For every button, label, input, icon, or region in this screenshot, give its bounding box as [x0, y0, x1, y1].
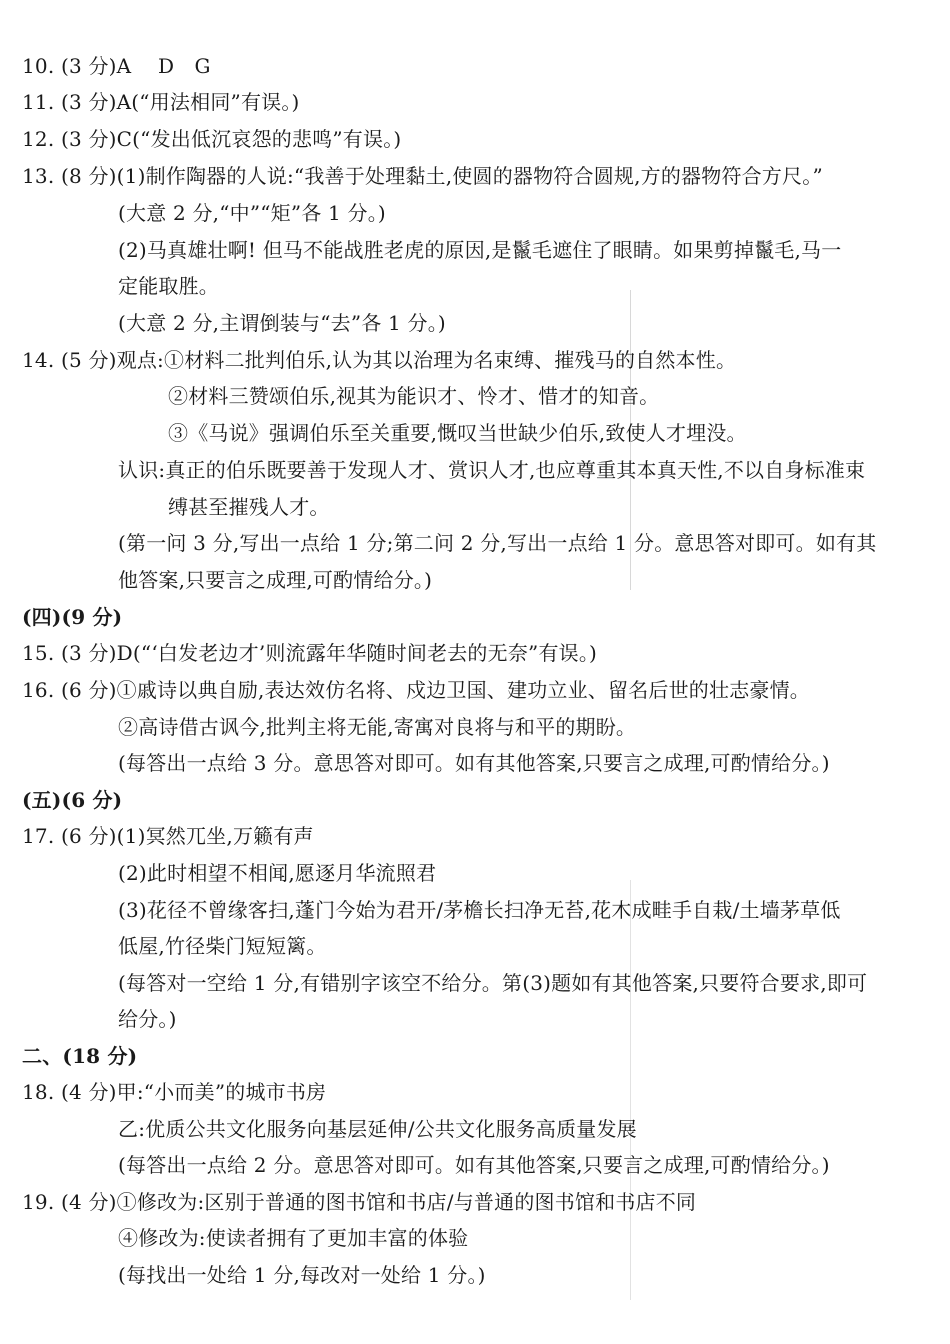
answer-16-point1: 16. (6 分)①戚诗以典自励,表达效仿名将、戍边卫国、建功立业、留名后世的壮志豪情。: [22, 678, 811, 702]
answer-14-view1: 14. (5 分)观点:①材料二批判伯乐,认为其以治理为名束缚、摧残马的自然本性。: [22, 348, 737, 372]
answer-12: 12. (3 分)C(“发出低沉哀怨的悲鸣”有误。): [22, 127, 402, 151]
answer-19-fix4: ④修改为:使读者拥有了更加丰富的体验: [118, 1226, 469, 1250]
answer-13-part1: 13. (8 分)(1)制作陶器的人说:“我善于处理黏土,使圆的器物符合圆规,方的器物符合方尺。”: [22, 164, 823, 188]
answer-15: 15. (3 分)D(“‘白发老边才’则流露年华随时间老去的无奈”有误。): [22, 641, 598, 665]
answer-17-part2: (2)此时相望不相闻,愿逐月华流照君: [118, 861, 437, 885]
answer-13-part2: (2)马真雄壮啊! 但马不能战胜老虎的原因,是鬣毛遮住了眼睛。如果剪掉鬣毛,马一: [118, 238, 842, 262]
answer-17-scoring-cont: 给分。): [118, 1007, 177, 1031]
answer-17-part3-cont: 低屋,竹径柴门短短篱。: [118, 934, 327, 958]
section-heading-5: (五)(6 分): [22, 788, 123, 812]
answer-13-scoring1: (大意 2 分,“中”“矩”各 1 分。): [118, 201, 386, 225]
answer-18-scoring: (每答出一点给 2 分。意思答对即可。如有其他答案,只要言之成理,可酌情给分。): [118, 1153, 830, 1177]
answer-16-scoring: (每答出一点给 3 分。意思答对即可。如有其他答案,只要言之成理,可酌情给分。): [118, 751, 830, 775]
answer-17-scoring: (每答对一空给 1 分,有错别字该空不给分。第(3)题如有其他答案,只要符合要求,即可: [118, 971, 868, 995]
answer-14-view2: ②材料三赞颂伯乐,视其为能识才、怜才、惜才的知音。: [168, 384, 660, 408]
scan-fold-line-lower: [630, 880, 631, 1300]
answer-17-part3: (3)花径不曾缘客扫,蓬门今始为君开/茅檐长扫净无苔,花木成畦手自栽/土墙茅草低: [118, 898, 841, 922]
answer-10: 10. (3 分)A D G: [22, 54, 211, 78]
answer-18-a: 18. (4 分)甲:“小而美”的城市书房: [22, 1080, 327, 1104]
answer-14-scoring: (第一问 3 分,写出一点给 1 分;第二问 2 分,写出一点给 1 分。意思答对即可。如有其: [118, 531, 877, 555]
section-heading-2: 二、(18 分): [22, 1044, 138, 1068]
answer-14-insight-cont: 缚甚至摧残人才。: [168, 495, 330, 519]
answer-14-insight: 认识:真正的伯乐既要善于发现人才、赏识人才,也应尊重其本真天性,不以自身标准束: [118, 458, 866, 482]
answer-17-part1: 17. (6 分)(1)冥然兀坐,万籁有声: [22, 824, 314, 848]
answer-19-scoring: (每找出一处给 1 分,每改对一处给 1 分。): [118, 1263, 486, 1287]
answer-13-part2-cont: 定能取胜。: [118, 274, 219, 298]
section-heading-4: (四)(9 分): [22, 605, 123, 629]
answer-14-view3: ③《马说》强调伯乐至关重要,慨叹当世缺少伯乐,致使人才埋没。: [168, 421, 747, 445]
answer-13-scoring2: (大意 2 分,主谓倒装与“去”各 1 分。): [118, 311, 446, 335]
answer-16-point2: ②高诗借古讽今,批判主将无能,寄寓对良将与和平的期盼。: [118, 715, 637, 739]
answer-19-fix1: 19. (4 分)①修改为:区别于普通的图书馆和书店/与普通的图书馆和书店不同: [22, 1190, 697, 1214]
answer-18-b: 乙:优质公共文化服务向基层延伸/公共文化服务高质量发展: [118, 1117, 637, 1141]
answer-14-scoring-cont: 他答案,只要言之成理,可酌情给分。): [118, 568, 433, 592]
answer-11: 11. (3 分)A(“用法相同”有误。): [22, 90, 300, 114]
